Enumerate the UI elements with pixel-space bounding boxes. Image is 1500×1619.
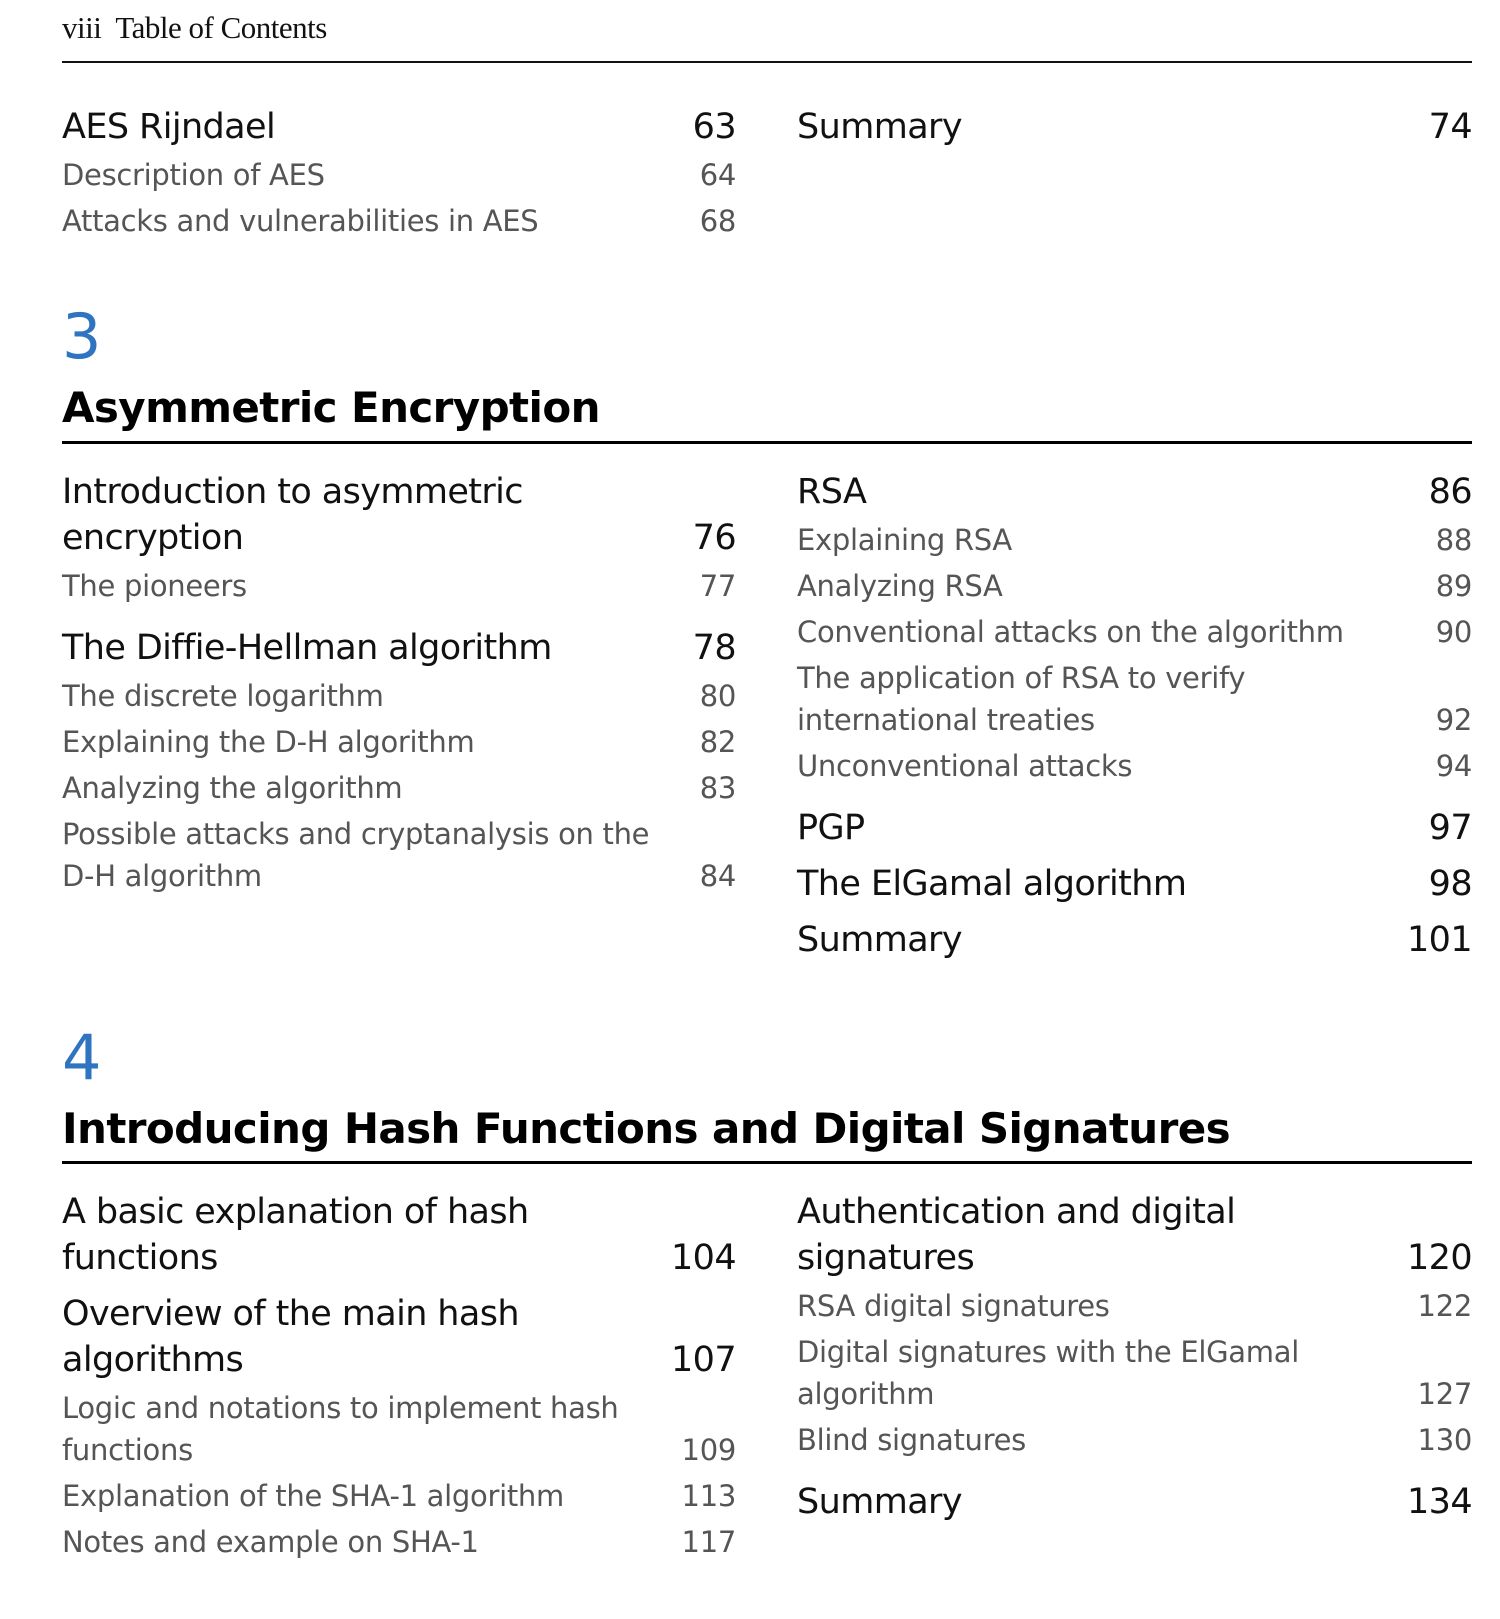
- toc-entry[interactable]: Summary 134: [797, 1482, 1472, 1522]
- toc-entry[interactable]: Analyzing the algorithm 83: [62, 771, 736, 805]
- toc-entry[interactable]: Attacks and vulnerabilities in AES 68: [62, 204, 736, 238]
- toc-entry[interactable]: Possible attacks and cryptanalysis on the D-H algorithm 84: [62, 817, 736, 893]
- toc-entry[interactable]: Blind signatures 130: [797, 1423, 1472, 1457]
- toc-entry[interactable]: The discrete logarithm 80: [62, 679, 736, 713]
- chapter2-right-column: [797, 104, 1472, 150]
- toc-entry[interactable]: Unconventional attacks 94: [797, 749, 1472, 783]
- toc-entry[interactable]: The Diffie-Hellman algorithm 78: [62, 628, 736, 668]
- toc-entry[interactable]: Authentication and digital signatures 120: [797, 1192, 1472, 1278]
- toc-entry[interactable]: AES Rijndael 63: [62, 107, 736, 147]
- chapter-title[interactable]: Introducing Hash Functions and Digital Signatures: [62, 1104, 1230, 1153]
- toc-entry[interactable]: Description of AES 64: [62, 158, 736, 192]
- running-head: [62, 10, 327, 46]
- chapter-number: 3: [62, 300, 102, 373]
- toc-entry[interactable]: Notes and example on SHA-1 117: [62, 1525, 736, 1559]
- toc-entry[interactable]: Explaining the D-H algorithm 82: [62, 725, 736, 759]
- toc-entry[interactable]: Logic and notations to implement hash functions 109: [62, 1391, 736, 1467]
- chapter4-left-column: [62, 1189, 736, 1563]
- header-rule: [62, 61, 1472, 63]
- toc-entry[interactable]: RSA digital signatures 122: [797, 1289, 1472, 1323]
- chapter-number: 4: [62, 1021, 102, 1094]
- chapter3-left-column: [62, 469, 736, 897]
- toc-entry[interactable]: RSA 86: [797, 472, 1472, 512]
- toc-entry[interactable]: A basic explanation of hash functions 104: [62, 1192, 736, 1278]
- toc-entry[interactable]: Explanation of the SHA-1 algorithm 113: [62, 1479, 736, 1513]
- toc-entry[interactable]: Conventional attacks on the algorithm 90: [797, 615, 1472, 649]
- toc-entry[interactable]: Overview of the main hash algorithms 107: [62, 1294, 736, 1380]
- toc-entry[interactable]: Summary 101: [797, 920, 1472, 960]
- toc-entry[interactable]: The ElGamal algorithm 98: [797, 864, 1472, 904]
- toc-entry[interactable]: PGP 97: [797, 808, 1472, 848]
- chapter-title[interactable]: Asymmetric Encryption: [62, 383, 600, 432]
- toc-entry[interactable]: Introduction to asymmetric encryption 76: [62, 472, 736, 558]
- page-number: viii: [62, 10, 102, 45]
- toc-entry[interactable]: The application of RSA to verify international treaties 92: [797, 661, 1472, 737]
- chapter4-right-column: [797, 1189, 1472, 1525]
- toc-entry[interactable]: Analyzing RSA 89: [797, 569, 1472, 603]
- toc-entry[interactable]: Digital signatures with the ElGamal algorithm 127: [797, 1335, 1472, 1411]
- chapter2-left-column: [62, 104, 736, 242]
- running-title: Table of Contents: [115, 10, 327, 45]
- toc-entry[interactable]: Summary 74: [797, 107, 1472, 147]
- chapter-rule: [62, 1161, 1472, 1164]
- toc-entry[interactable]: The pioneers 77: [62, 569, 736, 603]
- chapter-rule: [62, 441, 1472, 444]
- toc-entry[interactable]: Explaining RSA 88: [797, 523, 1472, 557]
- chapter3-right-column: [797, 469, 1472, 963]
